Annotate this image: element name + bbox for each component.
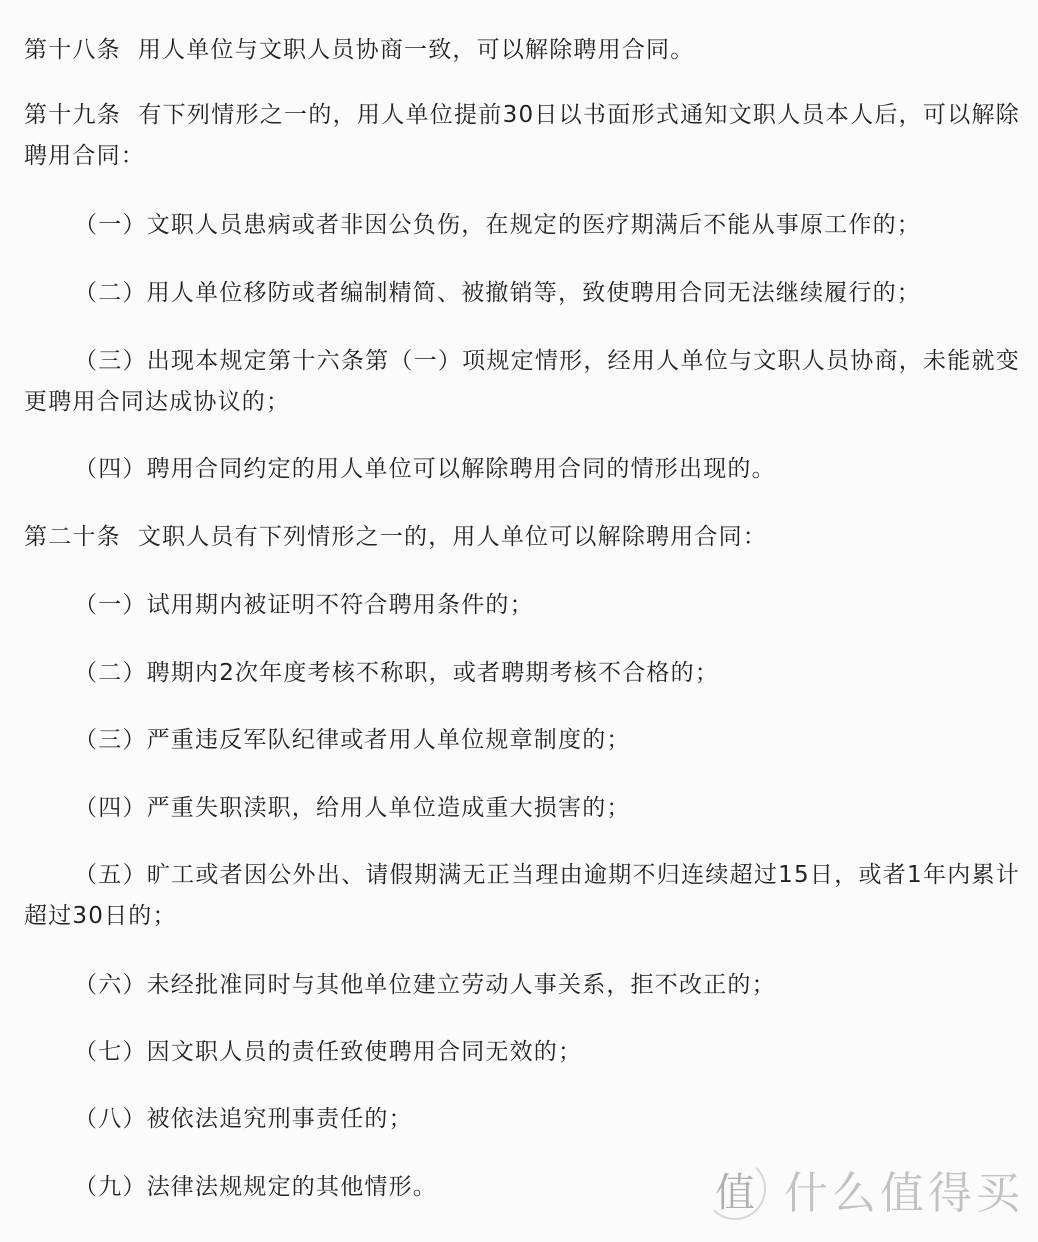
paragraph-art20-2: （二）聘期内2次年度考核不称职，或者聘期考核不合格的； xyxy=(74,660,720,686)
paragraph-art20-9: （九）法律法规规定的其他情形。 xyxy=(74,1174,437,1200)
paragraph-art20-6: （六）未经批准同时与其他单位建立劳动人事关系，拒不改正的； xyxy=(74,972,776,998)
paragraph-art20-3: （三）严重违反军队纪律或者用人单位规章制度的； xyxy=(74,727,631,753)
zhi-badge-icon: 值 xyxy=(704,1158,766,1220)
watermark-text: 什么值得买 xyxy=(784,1168,1024,1219)
paragraph-art20: 第二十条 文职人员有下列情形之一的，用人单位可以解除聘用合同： xyxy=(24,524,768,550)
paragraph-art19: 第十九条 有下列情形之一的，用人单位提前30日以书面形式通知文职人员本人后，可以解除聘用合同： xyxy=(24,102,1020,169)
paragraph-art20-8: （八）被依法追究刑事责任的； xyxy=(74,1106,413,1132)
paragraph-art20-7: （七）因文职人员的责任致使聘用合同无效的； xyxy=(74,1039,583,1065)
paragraph-art19-2: （二）用人单位移防或者编制精简、被撤销等，致使聘用合同无法继续履行的； xyxy=(74,280,921,306)
watermark xyxy=(704,1158,1024,1220)
paragraph-art18: 第十八条 用人单位与文职人员协商一致，可以解除聘用合同。 xyxy=(24,37,695,63)
paragraph-art20-1: （一）试用期内被证明不符合聘用条件的； xyxy=(74,592,534,618)
paragraph-art19-1: （一）文职人员患病或者非因公负伤，在规定的医疗期满后不能从事原工作的； xyxy=(74,212,921,238)
paragraph-art19-4: （四）聘用合同约定的用人单位可以解除聘用合同的情形出现的。 xyxy=(74,456,776,482)
paragraph-art19-3: （三）出现本规定第十六条第（一）项规定情形，经用人单位与文职人员协商，未能就变更聘用合同达成协议的； xyxy=(24,348,1020,415)
paragraph-art20-4: （四）严重失职渎职，给用人单位造成重大损害的； xyxy=(74,795,631,821)
paragraph-art20-5: （五）旷工或者因公外出、请假期满无正当理由逾期不归连续超过15日，或者1年内累计超过30日的； xyxy=(24,862,1020,929)
